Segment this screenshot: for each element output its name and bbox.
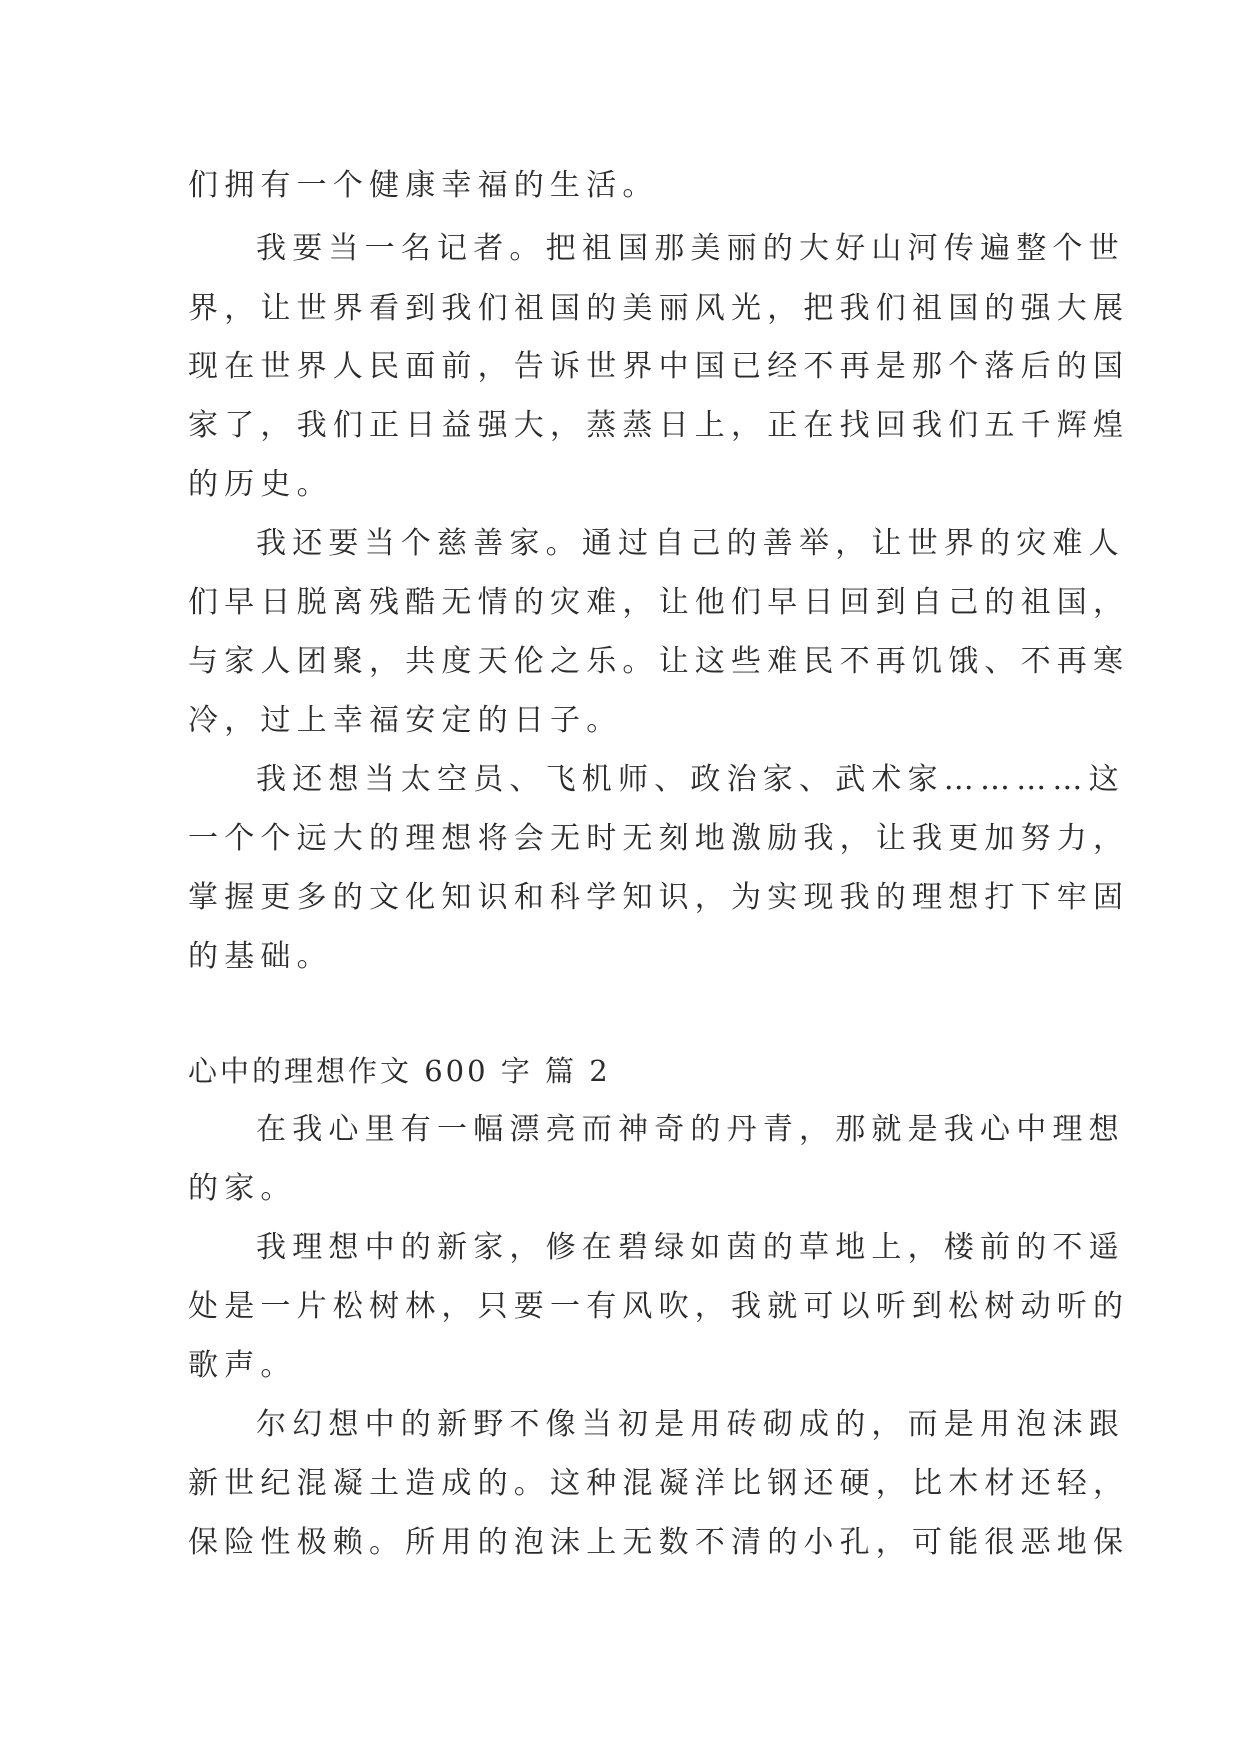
text-line: 一个个远大的理想将会无时无刻地激励我，让我更加努力， xyxy=(188,821,1130,856)
text-line: 的家。 xyxy=(188,1171,297,1206)
text-line: 界，让世界看到我们祖国的美丽风光，把我们祖国的强大展 xyxy=(188,291,1130,326)
paragraph-first-line: 在我心里有一幅漂亮而神奇的丹青，那就是我心中理想 xyxy=(256,1112,1125,1147)
text-line: 现在世界人民面前，告诉世界中国已经不再是那个落后的国 xyxy=(188,349,1130,384)
section-heading: 心中的理想作文 600 字 篇 2 xyxy=(188,1054,611,1088)
text-line: 掌握更多的文化知识和科学知识，为实现我的理想打下牢固 xyxy=(188,880,1130,915)
text-line: 与家人团聚，共度天伦之乐。让这些难民不再饥饿、不再寒 xyxy=(188,644,1130,679)
text-line: 家了，我们正日益强大，蒸蒸日上，正在找回我们五千辉煌 xyxy=(188,408,1130,443)
text-line: 们拥有一个健康幸福的生活。 xyxy=(188,168,659,203)
paragraph-first-line: 尔幻想中的新野不像当初是用砖砌成的，而是用泡沫跟 xyxy=(256,1407,1125,1442)
text-line: 保险性极赖。所用的泡沫上无数不清的小孔，可能很恶地保 xyxy=(188,1525,1130,1560)
paragraph-first-line: 我要当一名记者。把祖国那美丽的大好山河传遍整个世 xyxy=(256,231,1125,266)
text-line: 的历史。 xyxy=(188,467,333,502)
text-line: 冷，过上幸福安定的日子。 xyxy=(188,703,623,738)
paragraph-first-line: 我还要当个慈善家。通过自己的善举，让世界的灾难人 xyxy=(256,526,1125,561)
text-line: 歌声。 xyxy=(188,1348,297,1383)
text-line: 新世纪混凝土造成的。这种混凝洋比钢还硬，比木材还轻， xyxy=(188,1466,1130,1501)
paragraph-first-line: 我理想中的新家，修在碧绿如茵的草地上，楼前的不遥 xyxy=(256,1230,1125,1265)
text-line: 们早日脱离残酷无情的灾难，让他们早日回到自己的祖国， xyxy=(188,585,1130,620)
text-line: 处是一片松树林，只要一有风吹，我就可以听到松树动听的 xyxy=(188,1289,1130,1324)
paragraph-first-line: 我还想当太空员、飞机师、政治家、武术家…………这 xyxy=(256,762,1125,797)
text-line: 的基础。 xyxy=(188,939,333,974)
